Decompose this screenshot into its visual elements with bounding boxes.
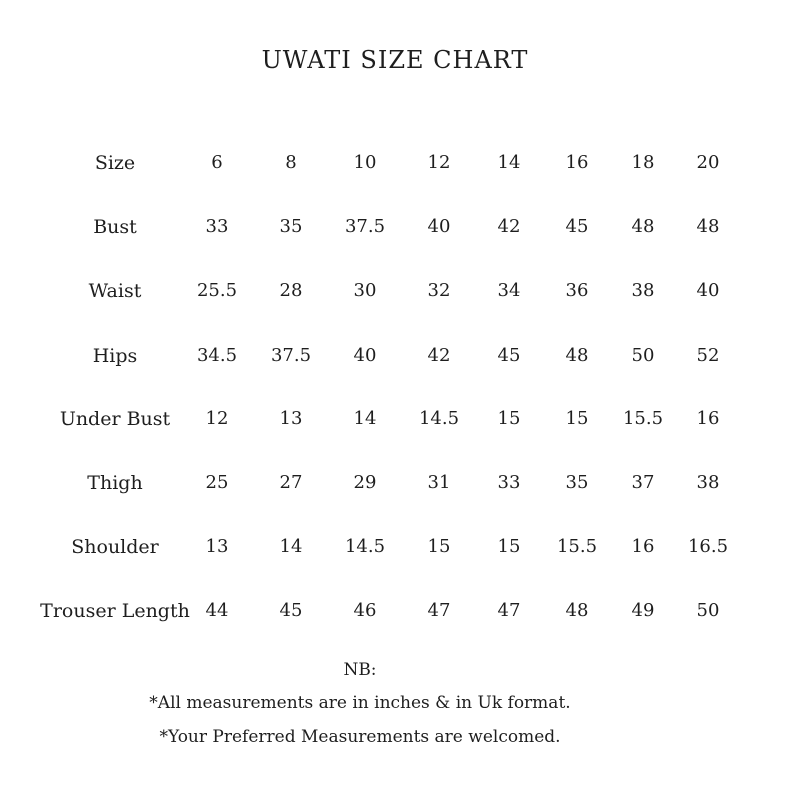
table-cell: 29 [353,472,377,493]
table-cell: 45 [279,600,303,621]
table-cell: 49 [631,600,655,621]
table-row-bust [0,212,800,242]
notes-heading: NB: [343,660,377,680]
row-label: Waist [88,280,142,302]
table-cell: 50 [631,345,655,366]
table-cell: 15.5 [556,536,598,557]
table-cell: 37.5 [270,345,312,366]
table-cell: 15 [497,408,521,429]
table-cell: 48 [565,600,589,621]
table-cell: 38 [631,280,655,301]
table-cell: 46 [353,600,377,621]
table-cell: 42 [427,345,451,366]
table-cell: 45 [565,216,589,237]
table-cell: 13 [279,408,303,429]
table-cell: 33 [205,216,229,237]
table-cell: 15.5 [622,408,664,429]
table-cell: 50 [696,600,720,621]
table-cell: 14 [353,408,377,429]
table-cell: 20 [696,152,720,173]
table-row-under-bust [0,404,800,434]
table-cell: 12 [427,152,451,173]
table-cell: 45 [497,345,521,366]
table-cell: 14 [279,536,303,557]
table-cell: 8 [285,152,297,173]
table-cell: 48 [696,216,720,237]
table-cell: 14 [497,152,521,173]
table-cell: 15 [497,536,521,557]
table-cell: 27 [279,472,303,493]
table-cell: 16 [565,152,589,173]
table-cell: 40 [353,345,377,366]
table-cell: 36 [565,280,589,301]
row-label: Under Bust [59,408,171,430]
table-cell: 16 [696,408,720,429]
table-cell: 40 [696,280,720,301]
table-row-trouser-length [0,596,800,626]
table-cell: 42 [497,216,521,237]
table-cell: 15 [565,408,589,429]
table-cell: 35 [565,472,589,493]
table-cell: 30 [353,280,377,301]
table-cell: 12 [205,408,229,429]
table-row-size [0,148,800,178]
table-cell: 16 [631,536,655,557]
table-row-waist [0,276,800,306]
row-label: Trouser Length [40,600,190,622]
row-label: Size [94,152,136,174]
table-cell: 25 [205,472,229,493]
table-cell: 47 [427,600,451,621]
table-cell: 13 [205,536,229,557]
row-label: Hips [92,345,138,367]
table-cell: 47 [497,600,521,621]
table-cell: 34.5 [196,345,238,366]
table-cell: 16.5 [687,536,729,557]
row-label: Bust [93,216,137,238]
row-label: Thigh [87,472,143,494]
note-measurement-units: *All measurements are in inches & in Uk format. [149,693,571,713]
table-cell: 48 [631,216,655,237]
table-cell: 6 [211,152,223,173]
table-cell: 44 [205,600,229,621]
table-cell: 37 [631,472,655,493]
table-cell: 14.5 [418,408,460,429]
table-cell: 52 [696,345,720,366]
row-label: Shoulder [71,536,159,558]
table-cell: 25.5 [196,280,238,301]
note-preferred-measurements: *Your Preferred Measurements are welcomed. [159,727,561,747]
table-cell: 31 [427,472,451,493]
table-cell: 14.5 [344,536,386,557]
table-cell: 37.5 [344,216,386,237]
page-title: UWATI SIZE CHART [261,46,529,74]
table-cell: 10 [353,152,377,173]
table-cell: 28 [279,280,303,301]
table-row-thigh [0,468,800,498]
table-cell: 48 [565,345,589,366]
table-row-shoulder [0,532,800,562]
table-cell: 33 [497,472,521,493]
table-cell: 15 [427,536,451,557]
table-cell: 35 [279,216,303,237]
table-cell: 34 [497,280,521,301]
table-cell: 38 [696,472,720,493]
table-cell: 40 [427,216,451,237]
table-cell: 18 [631,152,655,173]
table-cell: 32 [427,280,451,301]
table-row-hips [0,341,800,371]
